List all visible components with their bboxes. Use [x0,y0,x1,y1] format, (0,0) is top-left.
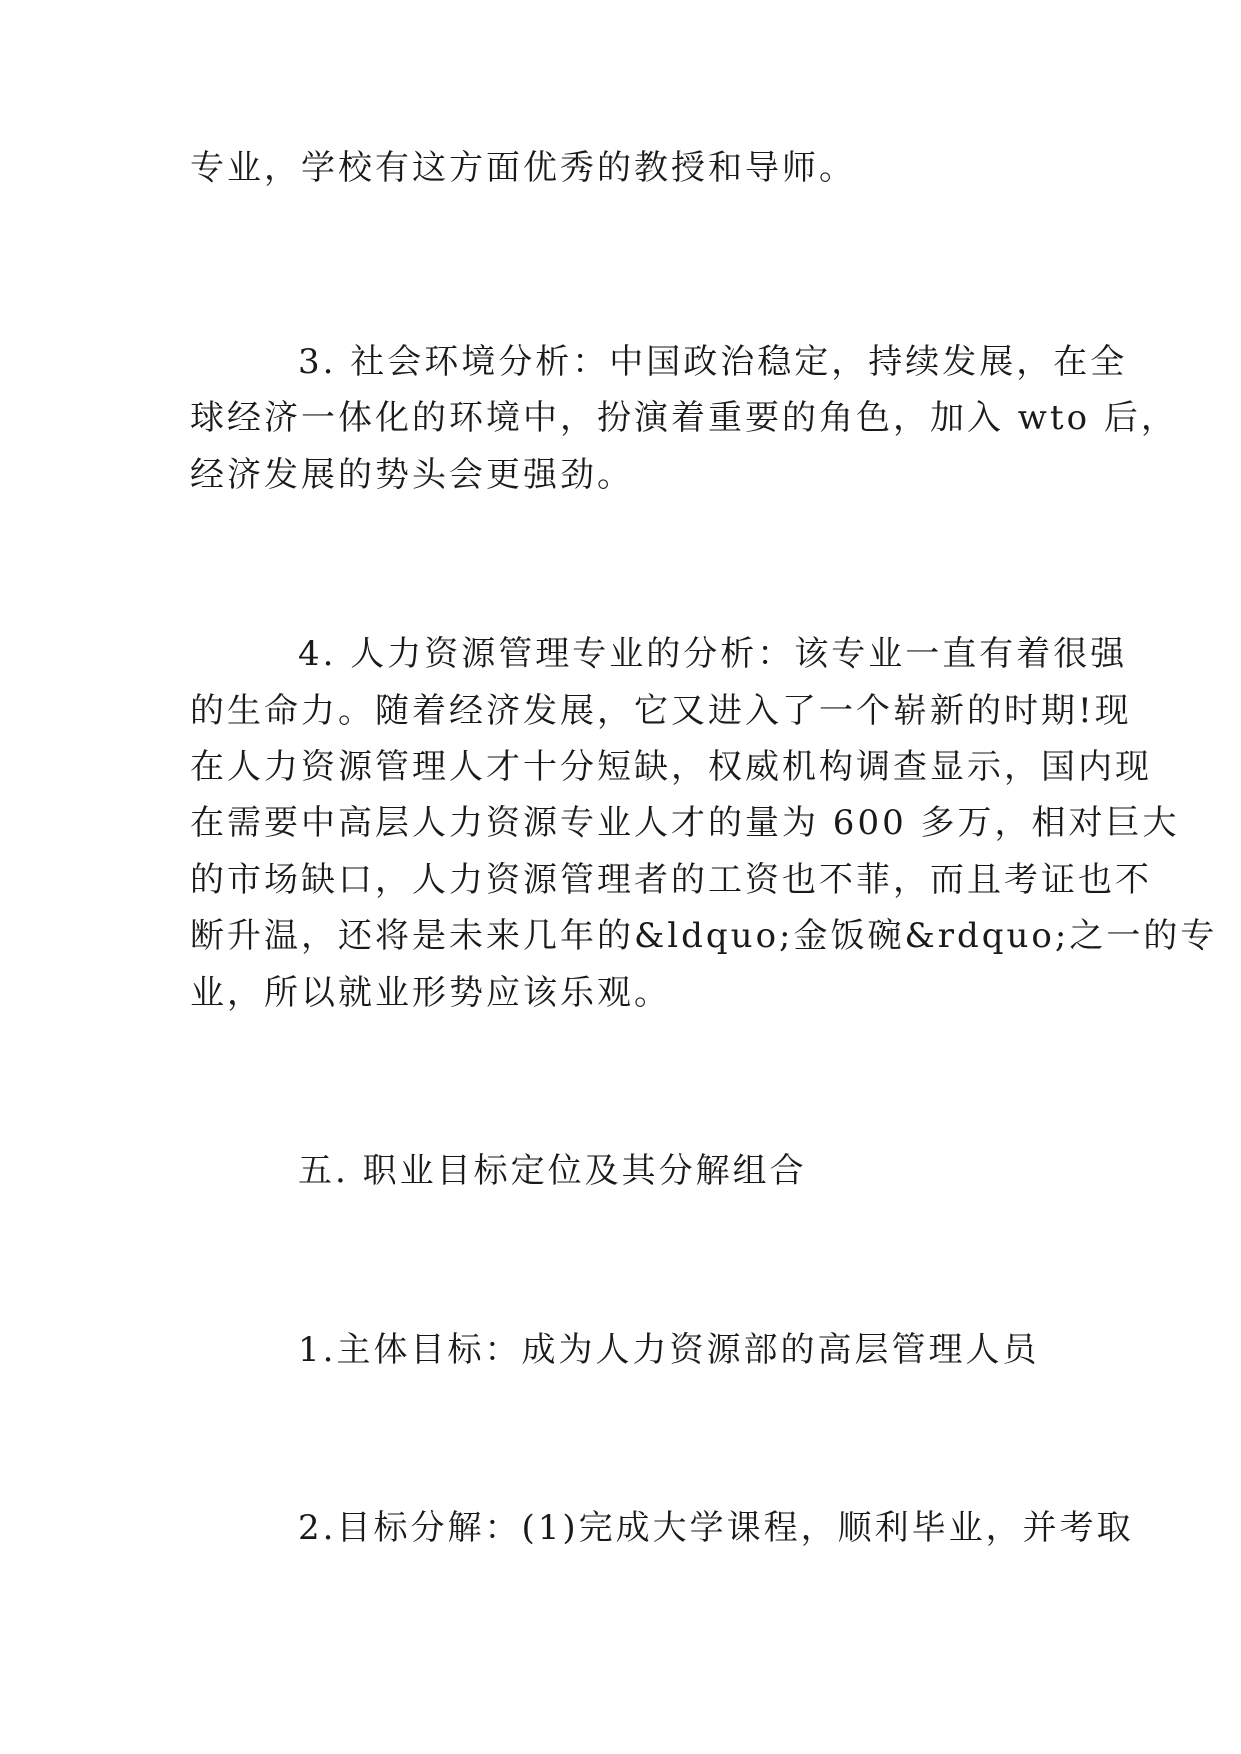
section-heading: 五. 职业目标定位及其分解组合 [298,1151,807,1191]
paragraph-3-line-6: 断升温，还将是未来几年的&ldquo;金饭碗&rdquo;之一的专 [190,916,1218,956]
paragraph-2-line-2: 球经济一体化的环境中，扮演着重要的角色，加入 wto 后， [190,398,1178,438]
paragraph-1-line-1: 专业，学校有这方面优秀的教授和导师。 [190,148,856,188]
paragraph-3-line-2: 的生命力。随着经济发展，它又进入了一个崭新的时期!现 [190,691,1132,731]
paragraph-3-line-1: 4. 人力资源管理专业的分析：该专业一直有着很强 [298,634,1128,674]
paragraph-goal-breakdown: 2.目标分解：(1)完成大学课程，顺利毕业，并考取 [298,1508,1134,1548]
paragraph-3-line-3: 在人力资源管理人才十分短缺，权威机构调查显示，国内现 [190,747,1152,787]
paragraph-main-goal: 1.主体目标：成为人力资源部的高层管理人员 [298,1330,1040,1370]
paragraph-2-line-3: 经济发展的势头会更强劲。 [190,455,634,495]
paragraph-3-line-4: 在需要中高层人力资源专业人才的量为 600 多万，相对巨大 [190,803,1180,843]
paragraph-3-line-7: 业，所以就业形势应该乐观。 [190,973,671,1013]
paragraph-2-line-1: 3. 社会环境分析：中国政治稳定，持续发展，在全 [298,342,1128,382]
paragraph-3-line-5: 的市场缺口，人力资源管理者的工资也不菲，而且考证也不 [190,860,1152,900]
